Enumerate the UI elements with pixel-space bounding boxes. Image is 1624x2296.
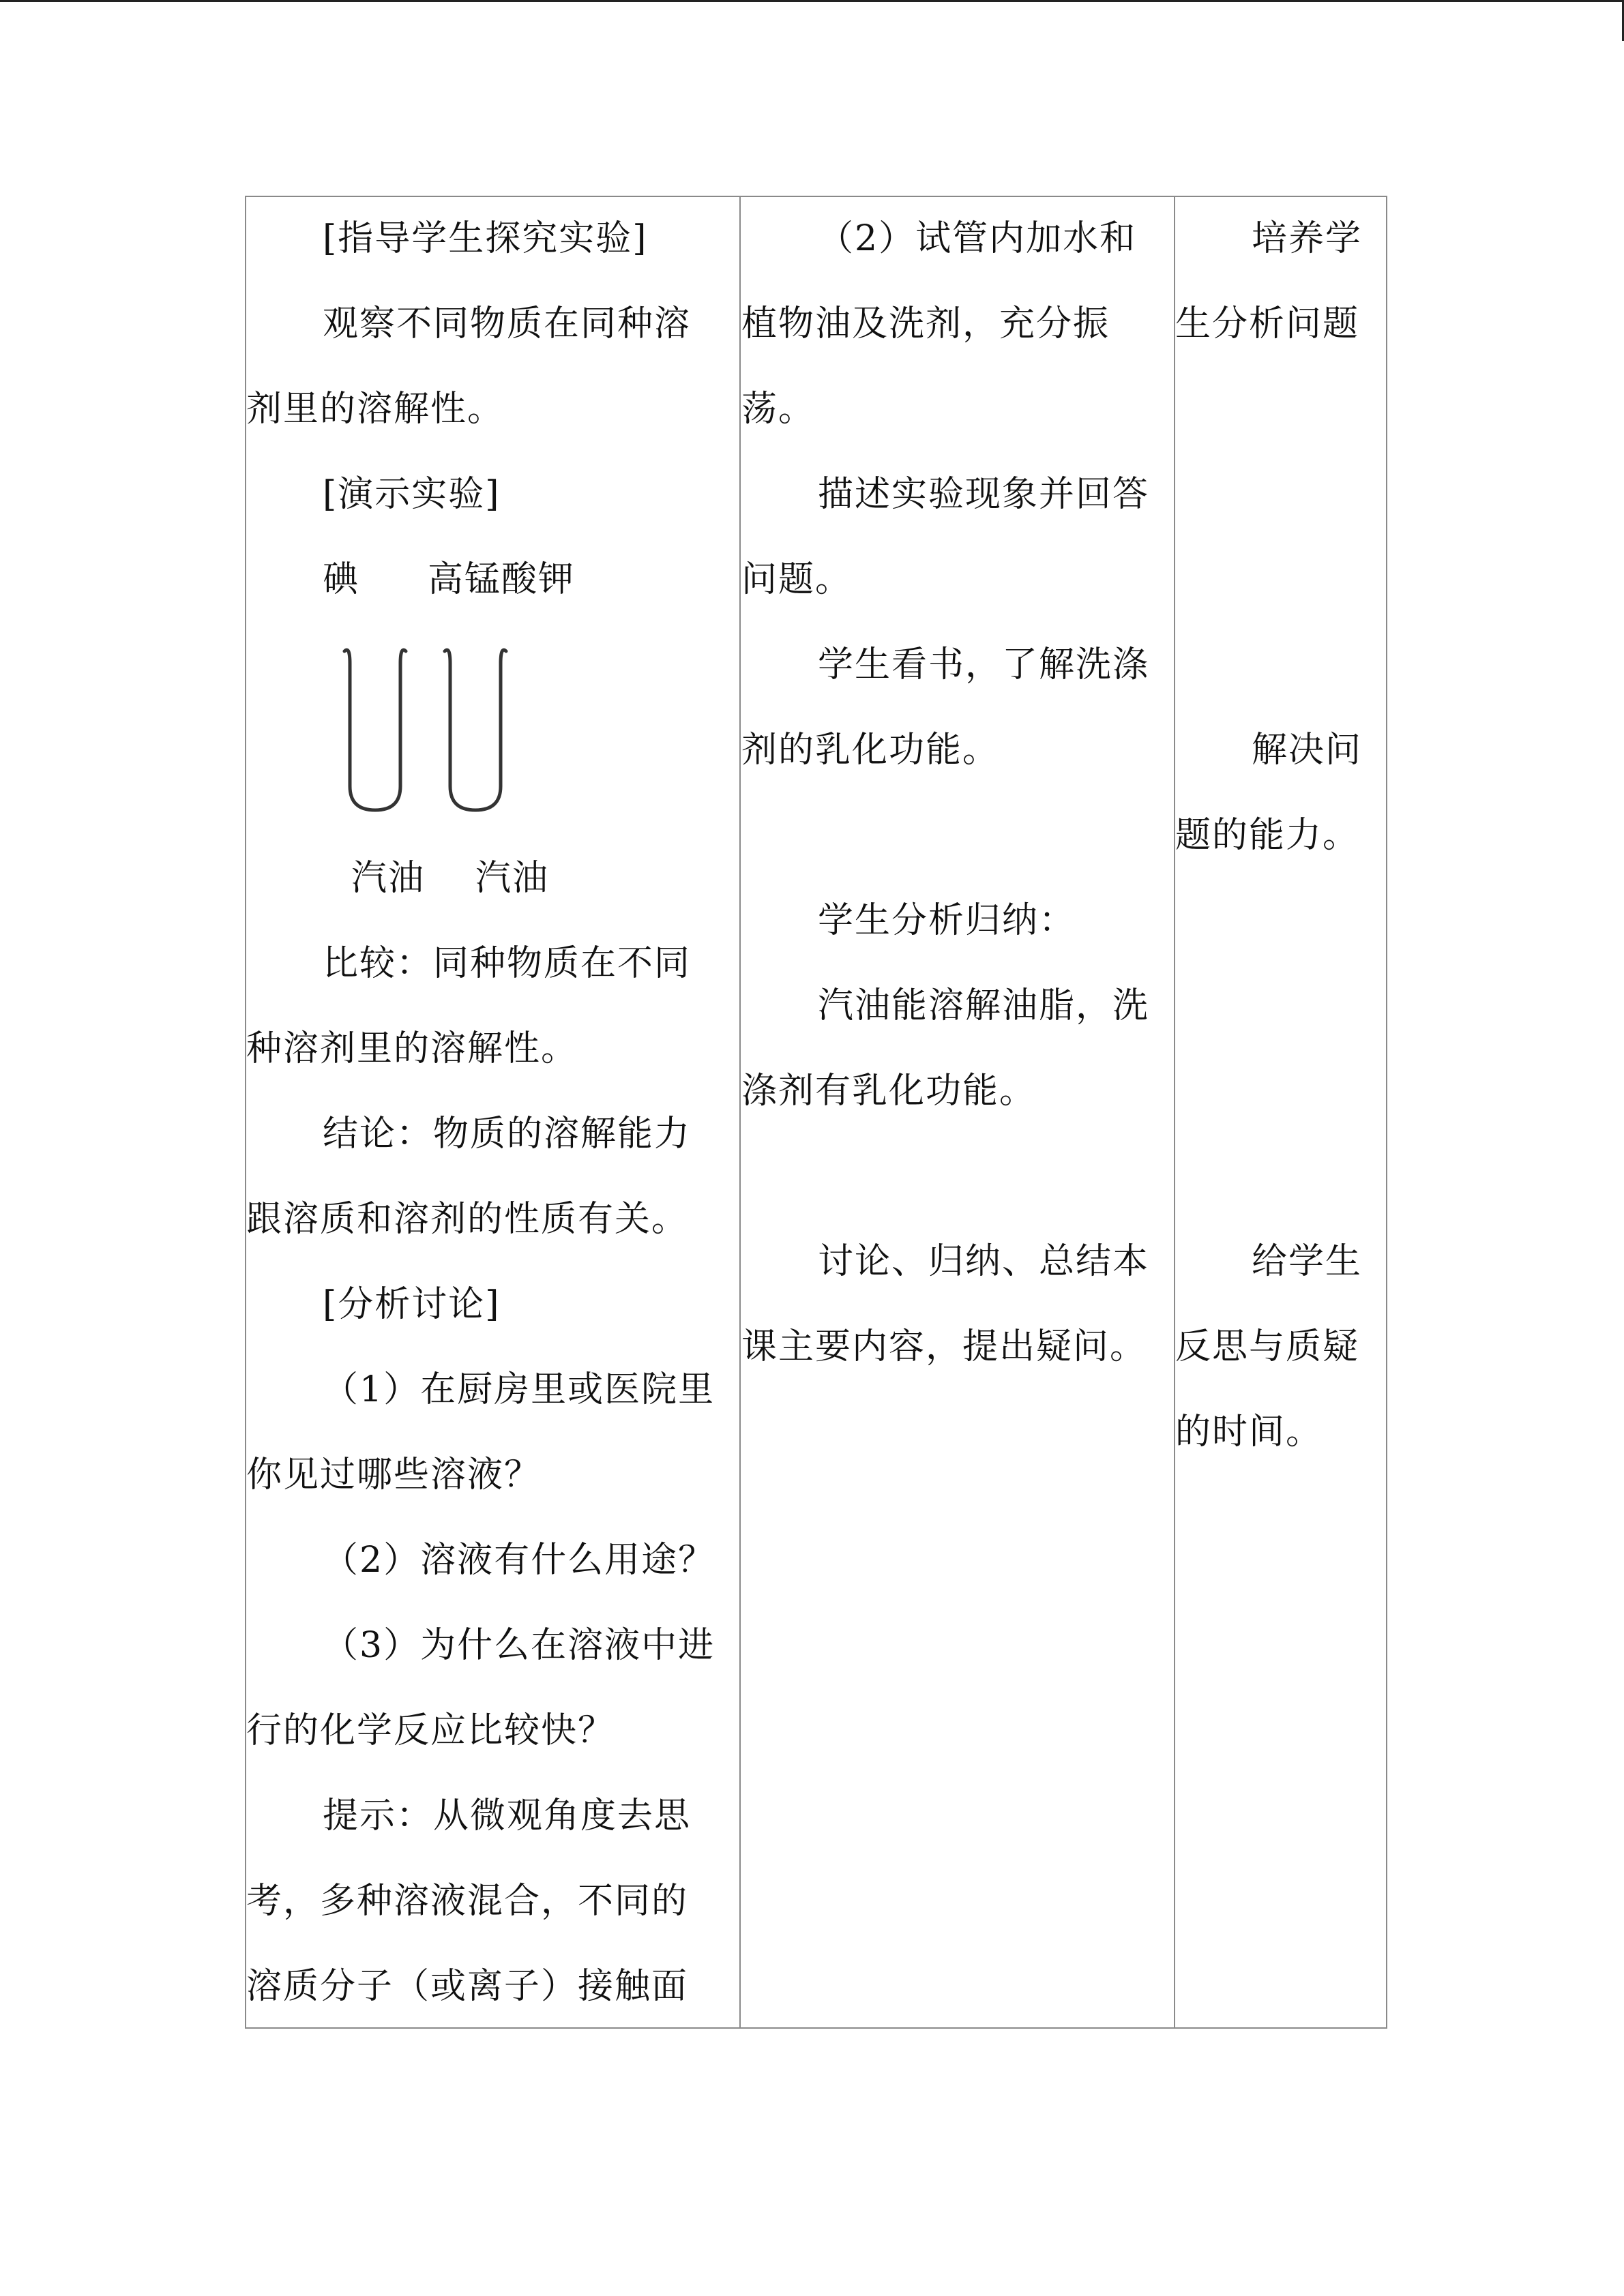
text-line: 给学生: [1252, 1241, 1363, 1282]
text-line: 解决问: [1252, 730, 1363, 771]
test-tube-left: [344, 650, 406, 810]
text-line: [演示实验]: [323, 474, 501, 515]
text-line: 剂里的溶解性。: [246, 389, 505, 430]
text-line: [分析讨论]: [323, 1284, 501, 1325]
test-tubes-figure: [338, 643, 522, 820]
text-line: 你见过哪些溶液？: [246, 1455, 542, 1495]
reagent-label-permanganate: 高锰酸钾: [428, 559, 576, 600]
reagent-label-iodine: 碘: [323, 559, 360, 600]
text-line: 提示：从微观角度去思: [323, 1795, 692, 1836]
solvent-label-left: 汽油: [351, 858, 426, 899]
text-line: 观察不同物质在同种溶: [323, 303, 692, 344]
text-line: 课主要内容，提出疑问。: [741, 1326, 1147, 1367]
test-tube-right: [445, 650, 506, 810]
text-line: 考，多种溶液混合，不同的: [246, 1881, 689, 1922]
text-line: 培养学: [1252, 218, 1363, 259]
text-line: 讨论、归纳、总结本: [818, 1241, 1150, 1282]
text-line: 描述实验现象并回答: [818, 474, 1150, 515]
text-line: （1）在厨房里或医院里: [323, 1369, 715, 1410]
text-line: （2）试管内加水和: [818, 218, 1137, 259]
text-line: 反思与质疑: [1175, 1326, 1360, 1367]
text-line: 溶质分子（或离子）接触面: [246, 1966, 689, 2007]
text-line: 比较：同种物质在不同: [323, 943, 692, 984]
column-divider: [1174, 197, 1175, 2027]
text-line: 问题。: [741, 559, 853, 600]
text-line: 结论：物质的溶解能力: [323, 1114, 692, 1154]
text-line: （3）为什么在溶液中进: [323, 1625, 715, 1666]
text-line: 荡。: [741, 389, 816, 430]
text-line: 汽油能溶解油脂，洗: [818, 985, 1150, 1026]
text-line: 的时间。: [1175, 1412, 1323, 1452]
column-divider: [739, 197, 741, 2027]
text-line: [指导学生探究实验]: [323, 218, 648, 259]
text-line: 跟溶质和溶剂的性质有关。: [246, 1199, 689, 1240]
text-line: 行的化学反应比较快？: [246, 1710, 615, 1751]
text-line: 生分析问题: [1175, 303, 1360, 344]
text-line: 学生看书，了解洗涤: [818, 644, 1150, 685]
text-line: 种溶剂里的溶解性。: [246, 1028, 578, 1069]
text-line: （2）溶液有什么用途？: [323, 1540, 715, 1581]
text-line: 学生分析归纳：: [818, 900, 1076, 941]
text-line: 植物油及洗剂，充分振: [741, 303, 1110, 344]
solvent-label-right: 汽油: [475, 858, 550, 899]
text-line: 题的能力。: [1175, 815, 1360, 856]
text-line: 剂的乳化功能。: [741, 730, 1000, 771]
text-line: 涤剂有乳化功能。: [741, 1071, 1037, 1112]
page-top-border: [0, 0, 1624, 2]
